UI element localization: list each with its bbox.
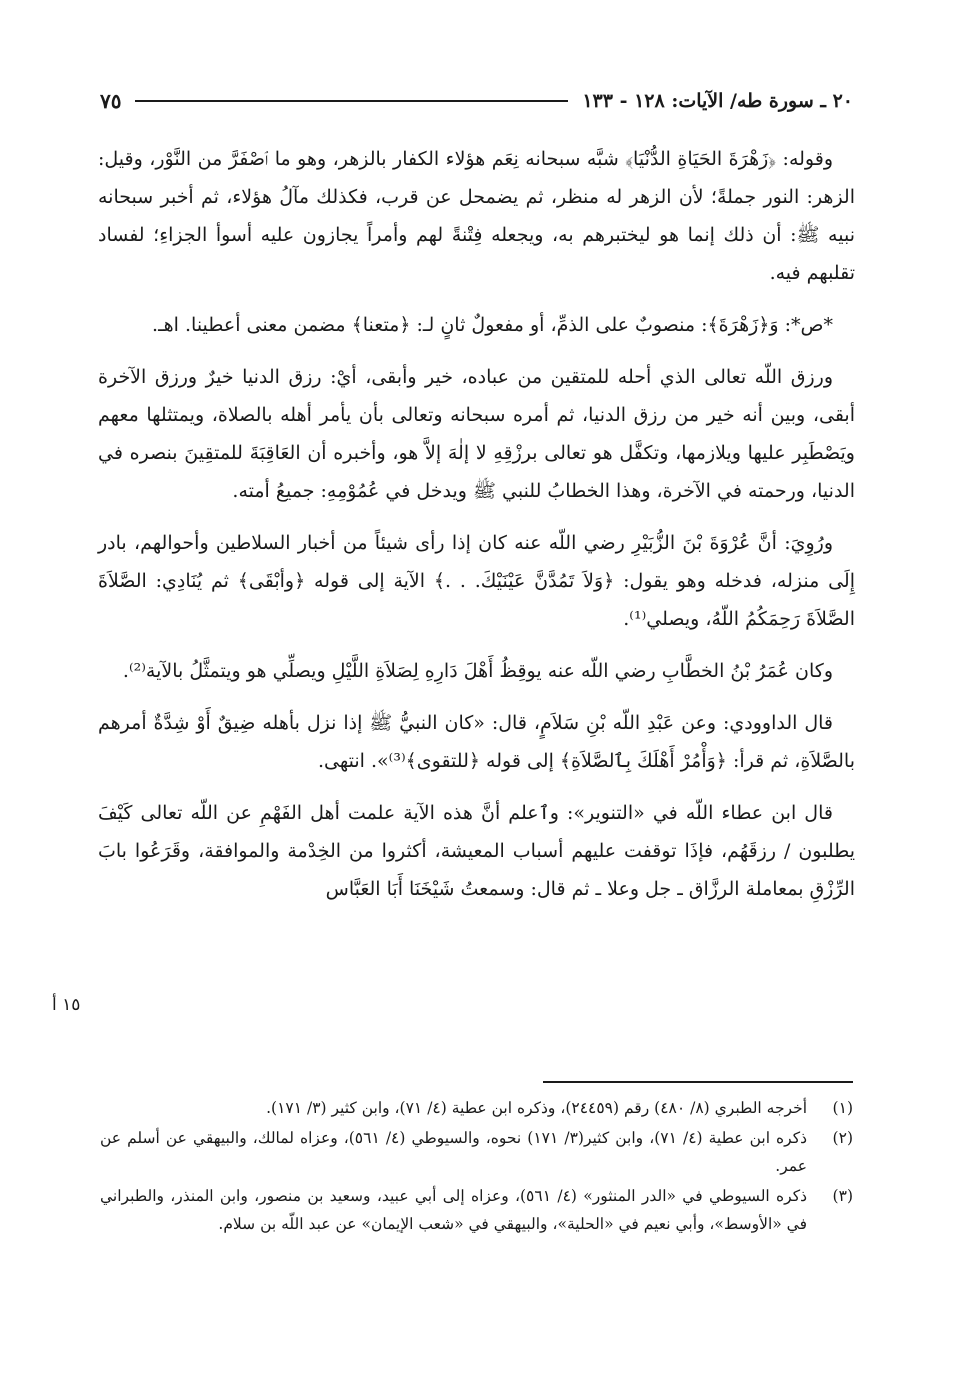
header-rule: [135, 100, 568, 102]
running-header: [100, 84, 853, 118]
paragraph: *ص*: وَ﴿زَهْرَةَ﴾: منصوبٌ على الذمِّ، أو مفعولٌ ثانٍ لـ: ﴿متعنا﴾ مضمن معنى أعطينا. اهـ.: [152, 314, 833, 336]
footnote: [100, 1124, 853, 1180]
page-number: ٧٥: [100, 89, 122, 113]
paragraph: ورُوِيَ: أنَّ عُرْوَةَ بْنَ الزُّبَيْرِ رضي اللّه عنه كان إذا رأى شيئاً من أخبار السلاطين وأحوالهم، بادر إِلَى منزله، فدخله وهو يقول: ﴿وَلاَ تَمُدَّنَّ عَيْنَيْكَ. . .﴾ الآية إلى قوله ﴿وأبْقَى﴾ ثم يُنَادِي: الصَّلاَةَ الصَّلاَةَ رَحِمَكُمُ اللّهُ، ويصلي⁽¹⁾.: [98, 532, 855, 630]
footnote: [100, 1094, 853, 1122]
manuscript-folio-note: ١٥ أ: [52, 995, 81, 1015]
footnote-number: (٢): [832, 1129, 853, 1147]
footnote: [100, 1182, 853, 1238]
footnote-text: أخرجه الطبري (٨/ ٤٨٠) رقم (٢٤٤٥٩)، وذكره ابن عطية (٤/ ٧١)، وابن كثير (٣/ ١٧١).: [266, 1099, 807, 1117]
footnote-number: (٣): [832, 1187, 853, 1205]
paragraph: قال الداوودي: وعن عَبْدِ اللّه بْنِ سَلاَمٍ، قال: «كان النبيُّ ﷺ إذا نزل بأهله ضِيقٌ أَوْ شِدَّةٌ أمرهم بالصَّلاَةِ، ثم قرأ: ﴿وَأْمُرْ أَهْلَكَ بِٱلصَّلاَةِ﴾ إلى قوله ﴿للتقوى﴾⁽³⁾». انتهى.: [98, 712, 855, 772]
paragraph: ورزق اللّه تعالى الذي أحله للمتقين من عباده، خير وأبقى، أيْ: رزق الدنيا خيرٌ ورزق الآخرة أبقى، وبين أنه خير من رزق الدنيا، ثم أمره سبحانه وتعالى بأن يأمر أهله بالصلاة، ويمتثلها معهم ويَصْطَبِر عليها ويلازمها، وتكفَّل هو تعالى برزْقِهِ لا إلٰهَ إلاَّ هو، وأخبره أن العَاقِبَةَ للمتقِينَ بنصره في الدنيا، ورحمته في الآخرة، وهذا الخطابُ للنبي ﷺ ويدخل في عُمُوْمِهِ: جميعُ أمته.: [98, 366, 855, 502]
paragraph: وقوله: ﴿زَهْرَةَ الحَيَاةِ الدُّنْيَا﴾ شبَّه سبحانه نِعَم هؤلاء الكفار بالزهر، وهو ما ٱصْفَرَّ من النَّوْر، وقيل: الزهر: النور جملةً؛ لأن الزهر له منظر، ثم يضمحل عن قرب، فكذلك مآلُ هؤلاء، ثم أخبر سبحانه نبيه ﷺ: أن ذلك إنما هو ليختبرهم به، ويجعله فِتْنةً لهم وأمراً يجازون عليه أسوأ الجزاءِ؛ لفساد تقلبهم فيه.: [98, 148, 855, 284]
footnote-text: ذكره السيوطي في «الدر المنثور» (٤/ ٥٦١)، وعزاه إلى أبي عبيد، وسعيد بن منصور، وابن المنذر، والطبراني في «الأوسط»، وأبي نعيم في «الحلية»، والبيهقي في «شعب الإيمان» عن عبد اللّه بن سلام.: [100, 1187, 808, 1233]
main-text: [98, 140, 855, 922]
footnotes: [100, 1094, 853, 1240]
paragraph: وكان عُمَرُ بْنُ الخطَّابِ رضي اللّه عنه يوقِظُ أَهْلَ دَارِهِ لِصَلاَةِ اللَّيْلِ ويصلِّي هو ويتمثَّلُ بالآية⁽²⁾.: [122, 660, 833, 682]
chapter-title: ٢٠ ـ سورة طه/ الآيات: ١٢٨ - ١٣٣: [582, 90, 853, 112]
paragraph: قال ابن عطاء اللّه في «التنوير»: وٱعلم أنَّ هذه الآية علمت أهل الفَهْمِ عن اللّه تعالى كَيْفَ يطلبون / رزقَهُم، فإذَا توقفت عليهم أسباب المعيشة، أكثروا من الخِدْمة والموافقة، وقَرَعُوا بابَ الرِّزْقِ بمعاملة الرزَّاق ـ جل وعلا ـ ثم قال: وسمعتُ شَيْخَنَا أَبَا العَبَّاس: [98, 802, 855, 900]
footnote-text: ذكره ابن عطية (٤/ ٧١)، وابن كثير(٣/ ١٧١) نحوه، والسيوطي (٤/ ٥٦١)، وعزاه لمالك، والبيهقي عن أسلم عن عمر.: [100, 1129, 807, 1175]
footnote-number: (١): [832, 1099, 853, 1117]
footnote-separator: [543, 1081, 853, 1083]
